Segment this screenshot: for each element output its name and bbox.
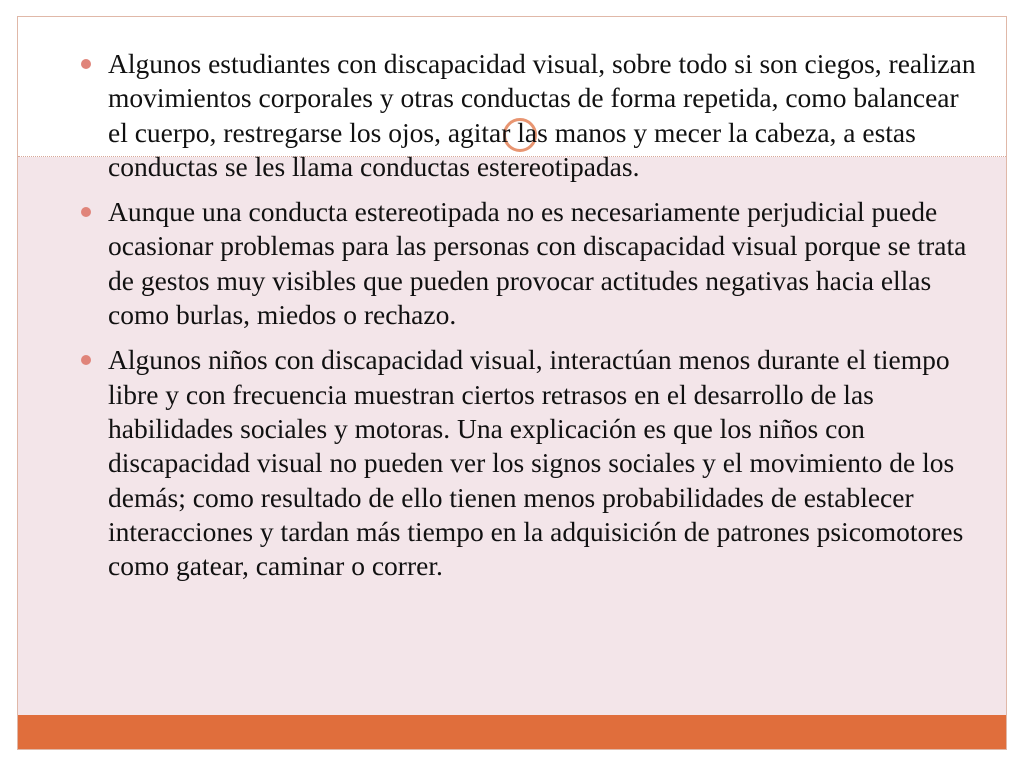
bullet-list: [108, 47, 978, 594]
bullet-text: Algunos niños con discapacidad visual, interactúan menos durante el tiempo libre y con frecuencia muestran ciertos retrasos en el desarrollo de las habilidades sociales y motoras. Una explicación es que los niños con discapacidad visual no pueden ver los signos sociales y el movimiento de los demás; como resultado de ello tienen menos probabilidades de establecer interacciones y tardan más tiempo en la adquisición de patrones psicomotores como gatear, caminar o correr.: [108, 344, 964, 582]
bullet-text: Algunos estudiantes con discapacidad visual, sobre todo si son ciegos, realizan movimientos corporales y otras conductas de forma repetida, como balancear el cuerpo, restregarse los ojos, agitar las manos y mecer la cabeza, a estas conductas se les llama conductas estereotipadas.: [108, 48, 976, 182]
bullet-dot-icon: [81, 59, 91, 69]
bullet-item: [108, 195, 978, 332]
slide-frame: [17, 16, 1007, 750]
bullet-item: [108, 343, 978, 583]
bottom-accent-bar: [18, 715, 1006, 750]
bullet-item: [108, 47, 978, 184]
bullet-text: Aunque una conducta estereotipada no es necesariamente perjudicial puede ocasionar problemas para las personas con discapacidad visual porque se trata de gestos muy visibles que pueden provocar actitudes negativas hacia ellas como burlas, miedos o rechazo.: [108, 196, 967, 331]
